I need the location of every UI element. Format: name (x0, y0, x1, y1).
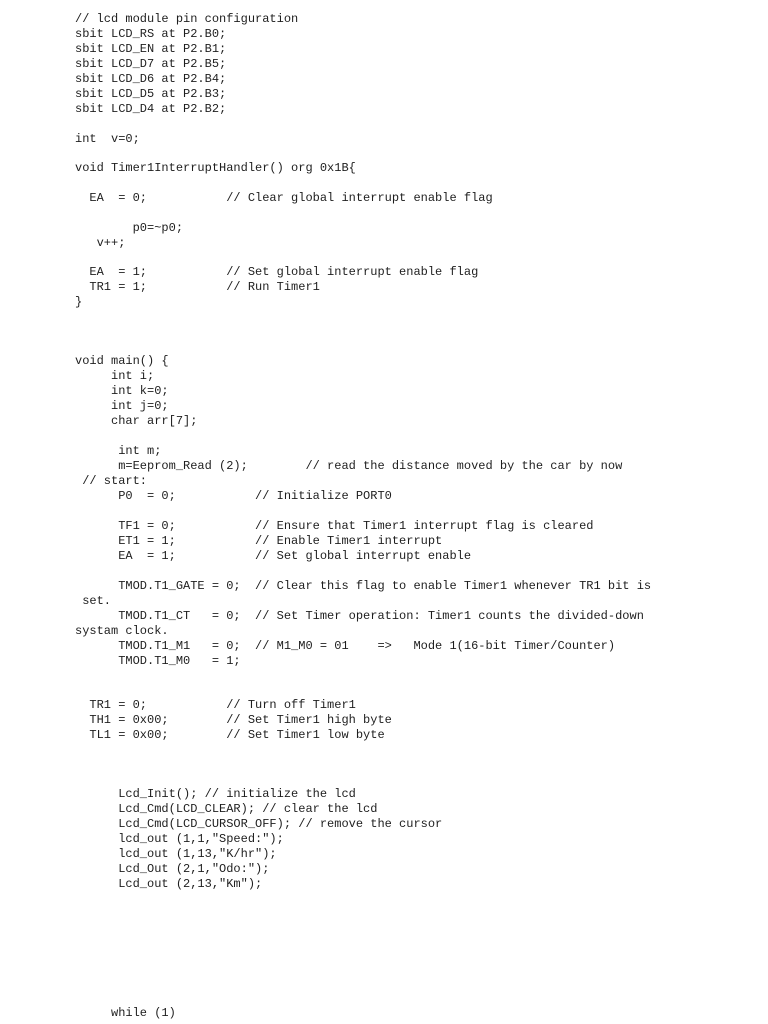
code-line: void Timer1InterruptHandler() org 0x1B{ (75, 161, 356, 175)
code-line: Lcd_Out (2,1,"Odo:"); (75, 862, 270, 876)
code-line: EA = 1; // Set global interrupt enable flag (75, 265, 479, 279)
code-line: TR1 = 0; // Turn off Timer1 (75, 698, 356, 712)
code-line: // start: (75, 474, 148, 488)
code-line: TR1 = 1; // Run Timer1 (75, 280, 320, 294)
code-line: sbit LCD_D4 at P2.B2; (75, 102, 227, 116)
code-line: int i; (75, 369, 155, 383)
code-line: while (1) (75, 1006, 176, 1020)
code-line: sbit LCD_D7 at P2.B5; (75, 57, 227, 71)
code-line: lcd_out (1,1,"Speed:"); (75, 832, 284, 846)
code-line: Lcd_Init(); // initialize the lcd (75, 787, 356, 801)
code-line: // lcd module pin configuration (75, 12, 299, 26)
code-line: void main() { (75, 354, 169, 368)
code-line: EA = 1; // Set global interrupt enable (75, 549, 472, 563)
code-line: char arr[7]; (75, 414, 198, 428)
code-line: systam clock. (75, 624, 169, 638)
code-line: int m; (75, 444, 162, 458)
code-line: TMOD.T1_CT = 0; // Set Timer operation: Timer1 counts the divided-down (75, 609, 644, 623)
code-line: int v=0; (75, 132, 140, 146)
code-line: TMOD.T1_M0 = 1; (75, 654, 241, 668)
code-line: sbit LCD_D6 at P2.B4; (75, 72, 227, 86)
code-line: p0=~p0; (75, 221, 184, 235)
code-line: } (75, 295, 83, 309)
code-line: sbit LCD_EN at P2.B1; (75, 42, 227, 56)
code-line: Lcd_out (2,13,"Km"); (75, 877, 263, 891)
code-line: TMOD.T1_GATE = 0; // Clear this flag to enable Timer1 whenever TR1 bit is (75, 579, 652, 593)
code-line: m=Eeprom_Read (2); // read the distance moved by the car by now (75, 459, 623, 473)
code-line: TF1 = 0; // Ensure that Timer1 interrupt flag is cleared (75, 519, 594, 533)
code-line: v++; (75, 236, 126, 250)
code-line: P0 = 0; // Initialize PORT0 (75, 489, 392, 503)
code-line: EA = 0; // Clear global interrupt enable flag (75, 191, 493, 205)
code-line: int k=0; (75, 384, 169, 398)
code-line: lcd_out (1,13,"K/hr"); (75, 847, 277, 861)
code-line: Lcd_Cmd(LCD_CLEAR); // clear the lcd (75, 802, 378, 816)
code-line: sbit LCD_D5 at P2.B3; (75, 87, 227, 101)
code-line: set. (75, 594, 112, 608)
code-line: TL1 = 0x00; // Set Timer1 low byte (75, 728, 385, 742)
code-line: ET1 = 1; // Enable Timer1 interrupt (75, 534, 443, 548)
code-line: Lcd_Cmd(LCD_CURSOR_OFF); // remove the cursor (75, 817, 443, 831)
code-line: sbit LCD_RS at P2.B0; (75, 27, 227, 41)
code-line: TH1 = 0x00; // Set Timer1 high byte (75, 713, 392, 727)
code-line: TMOD.T1_M1 = 0; // M1_M0 = 01 => Mode 1(16-bit Timer/Counter) (75, 639, 616, 653)
code-line: int j=0; (75, 399, 169, 413)
